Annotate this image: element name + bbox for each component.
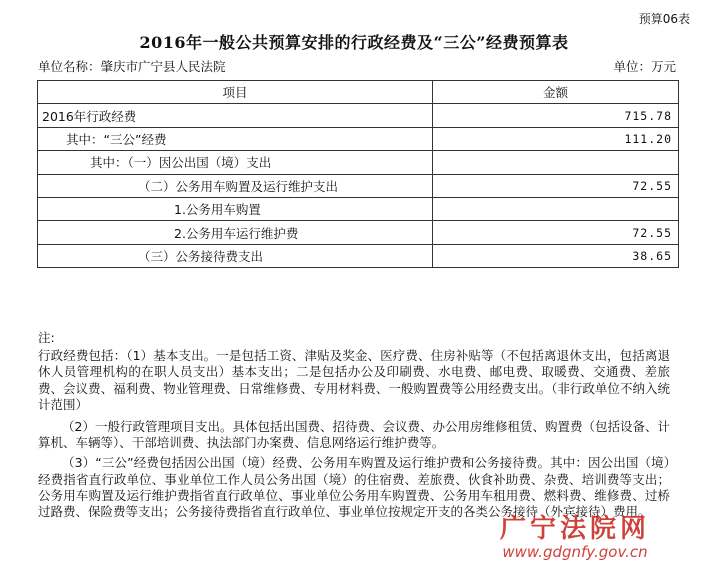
page-title: 2016年一般公共预算安排的行政经费及“三公”经费预算表 [139, 33, 569, 52]
notes-section [38, 330, 670, 520]
row-item-three-public: 其中：“三公”经费 [38, 127, 433, 150]
row-amount-three-public: 111.20 [433, 127, 679, 150]
table-row [38, 197, 679, 220]
row-amount-vehicle-maintenance: 72.55 [433, 221, 679, 244]
row-item-vehicle: （二）公务用车购置及运行维护支出 [38, 174, 433, 197]
table-row [38, 151, 679, 174]
row-amount-admin-expense: 715.78 [433, 104, 679, 127]
row-item-admin-expense: 2016年行政经费 [38, 104, 433, 127]
table-row [38, 244, 679, 267]
unit-name: 单位名称：肇庆市广宁县人民法院 [38, 59, 226, 74]
unit-measure: 单位：万元 [613, 59, 676, 74]
table-header-row [38, 81, 679, 104]
table-row [38, 127, 679, 150]
row-amount-vehicle: 72.55 [433, 174, 679, 197]
note-paragraph-1: 行政经费包括：（1）基本支出。一是包括工资、津贴及奖金、医疗费、住房补贴等（不包括离退休支出，包括离退休人员管理机构的在职人员支出）基本支出；二是包括办公及印刷费、水电费、邮电费、取暖费、交通费、差旅费、会议费、福利费、物业管理费、日常维修费、专用材料费、一般购置费等公用经费支出。（非行政单位不纳入统计范围） [38, 348, 670, 412]
unit-line [38, 57, 676, 75]
row-item-vehicle-maintenance: 2.公务用车运行维护费 [38, 221, 433, 244]
notes-label: 注: [38, 330, 55, 345]
table-row [38, 174, 679, 197]
budget-table [37, 80, 679, 268]
row-amount-overseas [433, 151, 679, 174]
row-item-reception: （三）公务接待费支出 [38, 244, 433, 267]
column-header-amount: 金额 [433, 81, 679, 104]
column-header-item: 项目 [38, 81, 433, 104]
table-row [38, 221, 679, 244]
site-watermark [500, 508, 650, 561]
watermark-url: www.gdgnfy.gov.cn [502, 543, 648, 561]
row-item-overseas: 其中：（一）因公出国（境）支出 [38, 151, 433, 174]
form-code: 预算06表 [638, 12, 690, 26]
row-amount-reception: 38.65 [433, 244, 679, 267]
row-amount-vehicle-purchase [433, 197, 679, 220]
note-paragraph-2: （2）一般行政管理项目支出。具体包括出国费、招待费、会议费、办公用房维修租赁、购置费（包括设备、计算机、车辆等）、干部培训费、执法部门办案费、信息网络运行维护费等。 [38, 419, 670, 451]
row-item-vehicle-purchase: 1.公务用车购置 [38, 197, 433, 220]
watermark-name: 广宁法院网 [499, 514, 650, 544]
table-row [38, 104, 679, 127]
note-paragraph-3: （3）“三公”经费包括因公出国（境）经费、公务用车购置及运行维护费和公务接待费。其中：因公出国（境）经费指省直行政单位、事业单位工作人员公务出国（境）的住宿费、差旅费、伙食补助费、杂费、培训费等支出；公务用车购置及运行维护费指省直行政单位、事业单位公务用车购置费、公务用车租用费、燃料费、维修费、过桥过路费、保险费等支出；公务接待费指省直行政单位、事业单位按规定开支的各类公务接待（外宾接待）费用。 [38, 455, 670, 520]
